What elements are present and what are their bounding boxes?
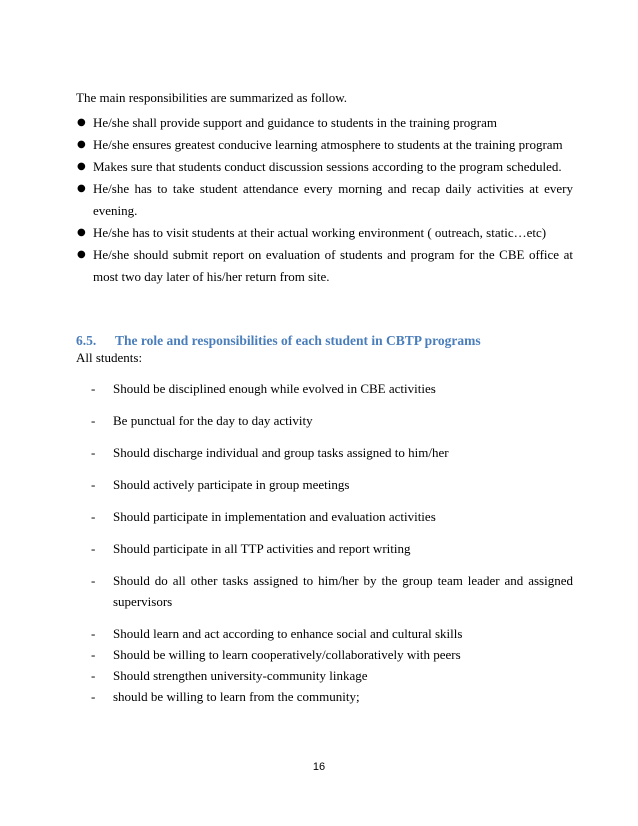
- intro-paragraph: The main responsibilities are summarized as follow.: [76, 90, 348, 105]
- list-item: - Should learn and act according to enhance social and cultural skills: [91, 626, 463, 641]
- student-responsibilities-list: [91, 378, 573, 707]
- list-item: - Be punctual for the day to day activity: [91, 413, 313, 428]
- bullet-dot-icon: ●: [77, 183, 86, 194]
- bullet-item: ● He/she has to take student attendance every morning and recap daily activities at every evening.: [76, 178, 573, 222]
- list-item: - Should discharge individual and group tasks assigned to him/her: [91, 445, 449, 460]
- bullet-dot-icon: ●: [77, 117, 86, 128]
- bullet-item: ● He/she ensures greatest conducive learning atmosphere to students at the training program: [76, 134, 573, 156]
- section-number: 6.5.: [76, 333, 97, 348]
- list-item: - should be willing to learn from the community;: [91, 689, 360, 704]
- list-item: - Should be disciplined enough while evolved in CBE activities: [91, 381, 436, 396]
- section-heading: [76, 332, 481, 350]
- bullet-item: ● He/she shall provide support and guidance to students in the training program: [76, 112, 573, 134]
- bullet-item: ● He/she should submit report on evaluation of students and program for the CBE office at most two day later of his/her return from site.: [76, 244, 573, 288]
- bullet-item: ● He/she has to visit students at their actual working environment ( outreach, static…etc): [76, 222, 573, 244]
- list-item: - Should do all other tasks assigned to him/her by the group team leader and assigned supervisors: [91, 573, 573, 609]
- list-item: - Should be willing to learn cooperatively/collaboratively with peers: [91, 647, 461, 662]
- bullet-dot-icon: ●: [77, 249, 86, 260]
- list-item: - Should participate in implementation and evaluation activities: [91, 509, 436, 524]
- bullet-dot-icon: ●: [77, 227, 86, 238]
- bullet-dot-icon: ●: [77, 161, 86, 172]
- list-item: - Should strengthen university-community linkage: [91, 668, 368, 683]
- page-number: 16: [312, 761, 326, 773]
- list-item: - Should actively participate in group meetings: [91, 477, 350, 492]
- section-lead: All students:: [76, 350, 143, 365]
- list-item: - Should participate in all TTP activities and report writing: [91, 541, 411, 556]
- bullet-dot-icon: ●: [77, 139, 86, 150]
- bullet-item: ● Makes sure that students conduct discussion sessions according to the program scheduled.: [76, 156, 573, 178]
- section-title: The role and responsibilities of each student in CBTP programs: [115, 333, 481, 348]
- responsibilities-bullet-list: [76, 112, 573, 288]
